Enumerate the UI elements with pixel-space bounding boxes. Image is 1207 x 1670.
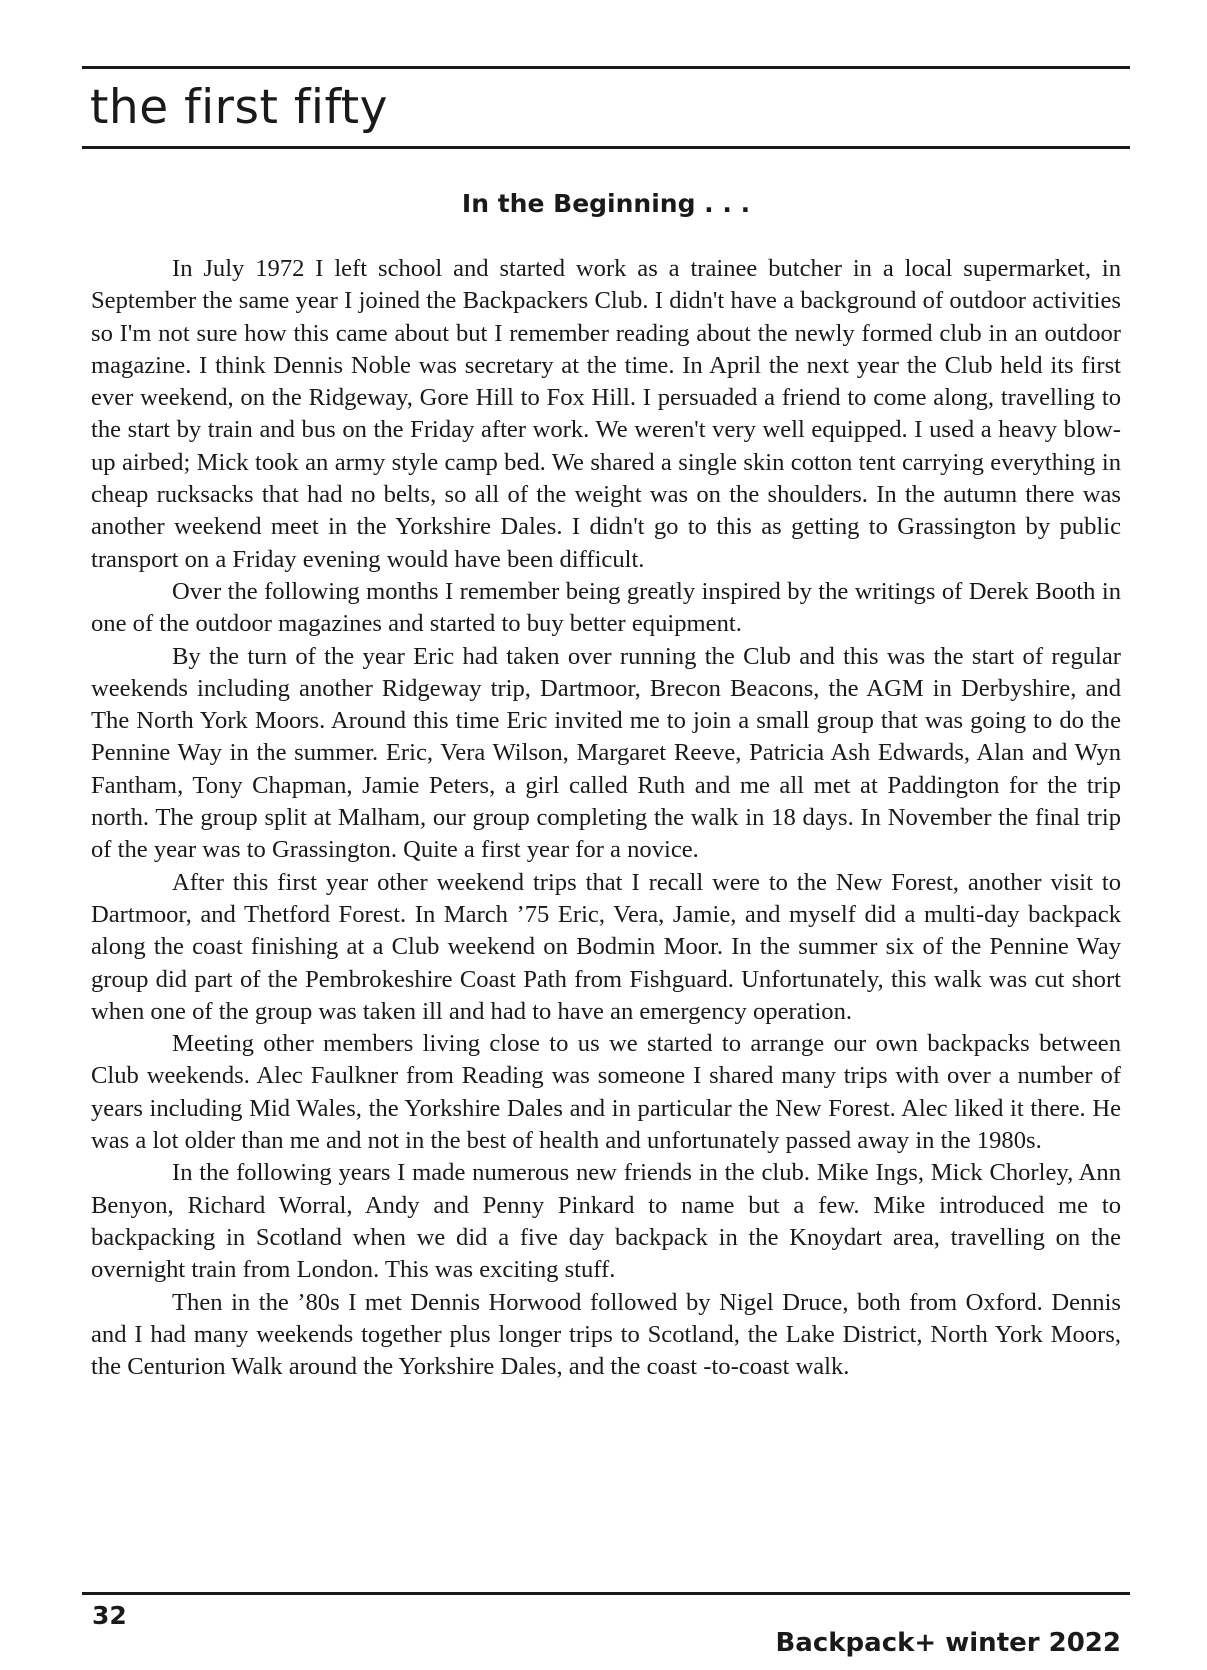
- article-paragraph: By the turn of the year Eric had taken over running the Club and this was the start of regular weekends including another Ridgeway trip, Dartmoor, Brecon Beacons, the AGM in Derbyshire, and The North York Moors. Around this time Eric invited me to join a small group that was going to do the Pennine Way in the summer. Eric, Vera Wilson, Margaret Reeve, Patricia Ash Edwards, Alan and Wyn Fantham, Tony Chapman, Jamie Peters, a girl called Ruth and me all met at Paddington for the trip north. The group split at Malham, our group completing the walk in 18 days. In November the final trip of the year was to Grassington. Quite a first year for a novice.: [91, 642, 1121, 864]
- footer-rule: [82, 1592, 1130, 1595]
- article-heading: In the Beginning . . .: [461, 189, 751, 218]
- article-paragraph: After this first year other weekend trips that I recall were to the New Forest, another visit to Dartmoor, and Thetford Forest. In March ’75 Eric, Vera, Jamie, and myself did a multi-day backpack along the coast finishing at a Club weekend on Bodmin Moor. In the summer six of the Pennine Way group did part of the Pembrokeshire Coast Path from Fishguard. Unfortunately, this walk was cut short when one of the group was taken ill and had to have an emergency operation.: [91, 868, 1121, 1025]
- article-paragraph: Meeting other members living close to us we started to arrange our own backpacks between Club weekends. Alec Faulkner from Reading was someone I shared many trips with over a number of years including Mid Wales, the Yorkshire Dales and in particular the New Forest. Alec liked it there. He was a lot older than me and not in the best of health and unfortunately passed away in the 1980s.: [91, 1030, 1121, 1155]
- section-title: the first fifty: [90, 80, 388, 135]
- page-number: 32: [92, 1601, 127, 1630]
- article-paragraph: In the following years I made numerous new friends in the club. Mike Ings, Mick Chorley, Ann Benyon, Richard Worral, Andy and Penny Pinkard to name but a few. Mike introduced me to backpacking in Scotland when we did a five day backpack in the Knoydart area, travelling on the overnight train from London. This was exciting stuff.: [91, 1159, 1121, 1284]
- article-body: [91, 253, 1121, 1383]
- article-paragraph: In July 1972 I left school and started work as a trainee butcher in a local supermarket, in September the same year I joined the Backpackers Club. I didn't have a background of outdoor activities so I'm not sure how this came about but I remember reading about the newly formed club in an outdoor magazine. I think Dennis Noble was secretary at the time. In April the next year the Club held its first ever weekend, on the Ridgeway, Gore Hill to Fox Hill. I persuaded a friend to come along, travelling to the start by train and bus on the Friday after work. We weren't very well equipped. I used a heavy blow-up airbed; Mick took an army style camp bed. We shared a single skin cotton tent carrying everything in cheap rucksacks that had no belts, so all of the weight was on the shoulders. In the autumn there was another weekend meet in the Yorkshire Dales. I didn't go to this as getting to Grassington by public transport on a Friday evening would have been difficult.: [91, 255, 1121, 573]
- article-paragraph: Then in the ’80s I met Dennis Horwood followed by Nigel Druce, both from Oxford. Dennis and I had many weekends together plus longer trips to Scotland, the Lake District, North York Moors, the Centurion Walk around the Yorkshire Dales, and the coast -to-coast walk.: [91, 1288, 1121, 1381]
- article-paragraph: Over the following months I remember being greatly inspired by the writings of Derek Booth in one of the outdoor magazines and started to buy better equipment.: [91, 577, 1121, 638]
- header-bottom-rule: [82, 146, 1130, 149]
- publication-footer: Backpack+ winter 2022: [775, 1628, 1121, 1658]
- header-top-rule: [82, 66, 1130, 69]
